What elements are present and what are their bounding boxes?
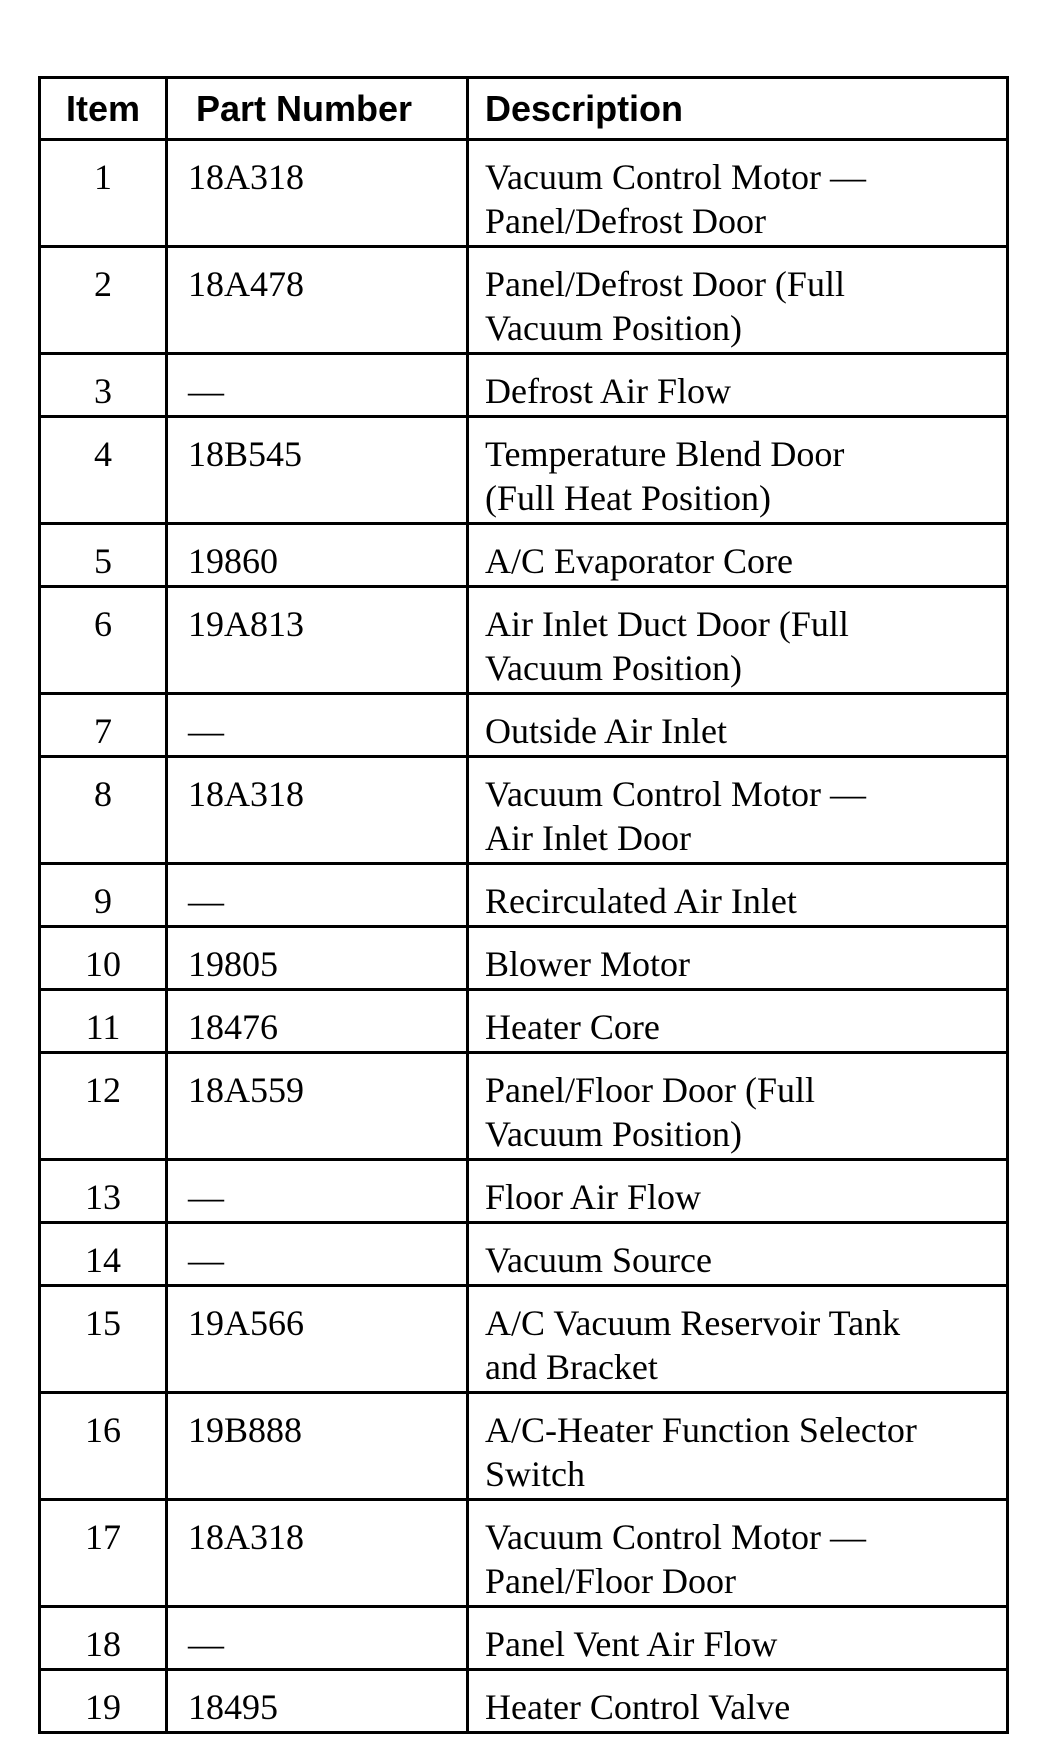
part-number-cell: 18B545 <box>167 417 468 524</box>
item-number-cell: 7 <box>40 694 167 757</box>
item-number-cell: 17 <box>40 1500 167 1607</box>
part-number-cell: — <box>167 694 468 757</box>
table-row <box>40 1286 1008 1393</box>
table-row <box>40 354 1008 417</box>
description-line: Panel/Defrost Door (Full <box>485 264 845 304</box>
description-cell <box>468 757 1008 864</box>
item-number-cell: 13 <box>40 1160 167 1223</box>
description-cell <box>468 417 1008 524</box>
table-row <box>40 864 1008 927</box>
part-number-cell: 18A318 <box>167 140 468 247</box>
description-line: Air Inlet Duct Door (Full <box>485 604 849 644</box>
part-number-cell: 19A813 <box>167 587 468 694</box>
table-row <box>40 694 1008 757</box>
item-number-cell: 10 <box>40 927 167 990</box>
part-number-cell: 18A318 <box>167 1500 468 1607</box>
part-number-cell: 18A318 <box>167 757 468 864</box>
table-header <box>40 78 1008 140</box>
description-line: Temperature Blend Door <box>485 434 845 474</box>
table-row <box>40 1607 1008 1670</box>
description-line: Vacuum Source <box>485 1240 712 1280</box>
item-number-cell: 5 <box>40 524 167 587</box>
part-number-cell: — <box>167 864 468 927</box>
item-number-cell: 15 <box>40 1286 167 1393</box>
description-line: A/C Vacuum Reservoir Tank <box>485 1303 901 1343</box>
description-line: A/C-Heater Function Selector <box>485 1410 917 1450</box>
description-cell <box>468 1053 1008 1160</box>
table-row <box>40 247 1008 354</box>
description-cell <box>468 990 1008 1053</box>
item-number-cell: 3 <box>40 354 167 417</box>
item-number-cell: 1 <box>40 140 167 247</box>
description-cell <box>468 694 1008 757</box>
description-cell <box>468 1500 1008 1607</box>
description-cell <box>468 1286 1008 1393</box>
description-line: (Full Heat Position) <box>485 478 771 518</box>
description-line: Blower Motor <box>485 944 690 984</box>
part-number-cell: 18A478 <box>167 247 468 354</box>
description-cell <box>468 247 1008 354</box>
description-line: Defrost Air Flow <box>485 371 731 411</box>
item-number-cell: 11 <box>40 990 167 1053</box>
description-line: Switch <box>485 1454 586 1494</box>
column-header-description: Description <box>468 78 1008 140</box>
table-row <box>40 990 1008 1053</box>
table-row <box>40 1500 1008 1607</box>
description-cell <box>468 354 1008 417</box>
table-row <box>40 587 1008 694</box>
description-line: Heater Control Valve <box>485 1687 791 1727</box>
description-cell <box>468 1670 1008 1733</box>
part-number-cell: 18A559 <box>167 1053 468 1160</box>
table-row <box>40 417 1008 524</box>
item-number-cell: 18 <box>40 1607 167 1670</box>
item-number-cell: 14 <box>40 1223 167 1286</box>
description-line: Vacuum Position) <box>485 648 742 688</box>
description-line: Recirculated Air Inlet <box>485 881 797 921</box>
item-number-cell: 6 <box>40 587 167 694</box>
description-cell <box>468 927 1008 990</box>
table-row <box>40 1670 1008 1733</box>
description-cell <box>468 524 1008 587</box>
description-line: Air Inlet Door <box>485 818 691 858</box>
part-number-cell: 19B888 <box>167 1393 468 1500</box>
part-number-cell: 19860 <box>167 524 468 587</box>
table-row <box>40 1393 1008 1500</box>
description-line: Outside Air Inlet <box>485 711 727 751</box>
table-row <box>40 1160 1008 1223</box>
column-header-part-number: Part Number <box>167 78 468 140</box>
table-row <box>40 524 1008 587</box>
description-line: Vacuum Position) <box>485 308 742 348</box>
item-number-cell: 9 <box>40 864 167 927</box>
parts-table <box>38 76 1009 1734</box>
description-line: Vacuum Control Motor — <box>485 1517 866 1557</box>
part-number-cell: — <box>167 354 468 417</box>
description-cell <box>468 1223 1008 1286</box>
description-cell <box>468 1393 1008 1500</box>
description-cell <box>468 1160 1008 1223</box>
part-number-cell: — <box>167 1607 468 1670</box>
description-line: Floor Air Flow <box>485 1177 702 1217</box>
column-header-item: Item <box>40 78 167 140</box>
part-number-cell: 18476 <box>167 990 468 1053</box>
item-number-cell: 4 <box>40 417 167 524</box>
item-number-cell: 8 <box>40 757 167 864</box>
description-cell <box>468 140 1008 247</box>
table-row <box>40 140 1008 247</box>
table-row <box>40 1053 1008 1160</box>
item-number-cell: 2 <box>40 247 167 354</box>
item-number-cell: 12 <box>40 1053 167 1160</box>
description-line: Vacuum Position) <box>485 1114 742 1154</box>
description-line: Vacuum Control Motor — <box>485 157 866 197</box>
description-cell <box>468 587 1008 694</box>
item-number-cell: 19 <box>40 1670 167 1733</box>
table-row <box>40 1223 1008 1286</box>
table-row <box>40 757 1008 864</box>
part-number-cell: — <box>167 1160 468 1223</box>
description-line: Panel/Defrost Door <box>485 201 766 241</box>
part-number-cell: 19A566 <box>167 1286 468 1393</box>
part-number-cell: — <box>167 1223 468 1286</box>
description-line: Heater Core <box>485 1007 660 1047</box>
header-row <box>40 78 1008 140</box>
table-row <box>40 927 1008 990</box>
description-line: Panel Vent Air Flow <box>485 1624 778 1664</box>
description-line: Panel/Floor Door <box>485 1561 736 1601</box>
description-line: and Bracket <box>485 1347 658 1387</box>
item-number-cell: 16 <box>40 1393 167 1500</box>
table-body <box>40 140 1008 1733</box>
part-number-cell: 19805 <box>167 927 468 990</box>
part-number-cell: 18495 <box>167 1670 468 1733</box>
description-cell <box>468 864 1008 927</box>
description-line: Panel/Floor Door (Full <box>485 1070 815 1110</box>
description-cell <box>468 1607 1008 1670</box>
description-line: A/C Evaporator Core <box>485 541 793 581</box>
description-line: Vacuum Control Motor — <box>485 774 866 814</box>
